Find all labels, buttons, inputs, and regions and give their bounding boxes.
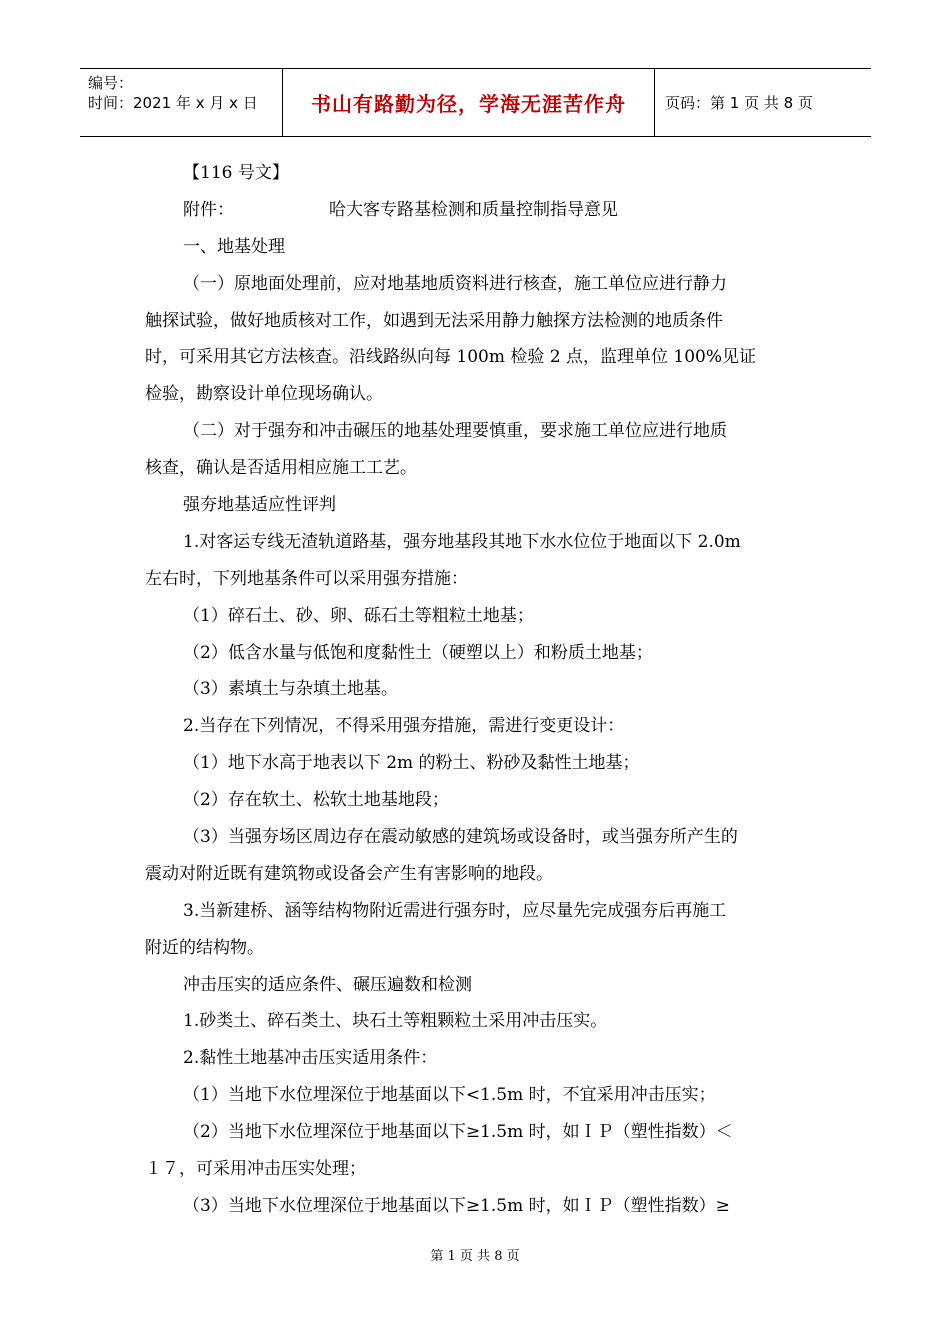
page-header: [80, 68, 871, 137]
header-motto-cell: [282, 69, 655, 136]
attach-label: 附件：: [183, 199, 234, 220]
attachment-line: [145, 192, 805, 229]
paragraph-line: （一）原地面处理前，应对地基地质资料进行核查，施工单位应进行静力: [183, 273, 727, 294]
section-heading: 强夯地基适应性评判: [183, 495, 336, 516]
motto: 书山有路勤为径，学海无涯苦作舟: [311, 92, 626, 116]
list-item: （1）碎石土、砂、卵、砾石土等粗粒土地基；: [183, 605, 534, 626]
section-heading: 冲击压实的适应条件、碾压遍数和检测: [183, 974, 472, 995]
date-label: 时间：2021 年 x 月 x 日: [88, 94, 258, 112]
paragraph-line: 左右时，下列地基条件可以采用强夯措施：: [145, 568, 468, 589]
header-meta: [80, 69, 282, 136]
paragraph-line: 附近的结构物。: [145, 937, 264, 958]
list-item: （3）当强夯场区周边存在震动敏感的建筑场或设备时，或当强夯所产生的: [183, 827, 738, 848]
list-item: （1）地下水高于地表以下 2m 的粉土、粉砂及黏性土地基；: [183, 753, 640, 774]
page-info: 页码：第 1 页 共 8 页: [665, 94, 813, 112]
paragraph-line: 震动对附近既有建筑物或设备会产生有害影响的地段。: [145, 863, 553, 884]
list-item: （3）当地下水位埋深位于地基面以下≥1.5m 时，如ＩＰ（塑性指数）≥: [183, 1195, 730, 1216]
serial-label: 编号：: [88, 74, 134, 92]
paragraph-line: 检验，勘察设计单位现场确认。: [145, 384, 383, 405]
list-item: （2）低含水量与低饱和度黏性土（硬塑以上）和粉质土地基；: [183, 642, 653, 663]
page-footer: 第 1 页 共 8 页: [430, 1249, 520, 1264]
paragraph-line: 3.当新建桥、涵等结构物附近需进行强夯时，应尽量先完成强夯后再施工: [183, 900, 727, 921]
list-item: （3）素填土与杂填土地基。: [183, 679, 398, 700]
paragraph-line: （二）对于强夯和冲击碾压的地基处理要慎重，要求施工单位应进行地质: [183, 421, 727, 442]
paragraph-line: １７，可采用冲击压实处理；: [145, 1159, 366, 1180]
paragraph-line: 时，可采用其它方法核查。沿线路纵向每 100m 检验 2 点，监理单位 100%见证: [145, 347, 757, 368]
paragraph-line: 2.当存在下列情况，不得采用强夯措施，需进行变更设计：: [183, 716, 625, 737]
paragraph-line: 1.砂类土、碎石类土、块石土等粗颗粒土采用冲击压实。: [183, 1011, 608, 1032]
paragraph-line: 1.对客运专线无渣轨道路基，强夯地基段其地下水水位位于地面以下 2.0m: [183, 531, 741, 552]
list-item: （2）当地下水位埋深位于地基面以下≥1.5m 时，如ＩＰ（塑性指数）＜: [183, 1122, 733, 1143]
paragraph-line: 触探试验，做好地质核对工作，如遇到无法采用静力触探方法检测的地质条件: [145, 310, 723, 331]
list-item: （2）存在软土、松软土地基地段；: [183, 790, 449, 811]
document-body: [145, 155, 805, 1225]
paragraph-line: 核查，确认是否适用相应施工工艺。: [145, 458, 417, 479]
attach-title: 哈大客专路基检测和质量控制指导意见: [329, 199, 618, 220]
list-item: （1）当地下水位埋深位于地基面以下<1.5m 时，不宜采用冲击压实；: [183, 1085, 716, 1106]
header-page-info: [655, 69, 871, 136]
paragraph-line: 一、地基处理: [183, 236, 285, 257]
doc-ref: 【116 号文】: [183, 163, 289, 183]
paragraph-line: 2.黏性土地基冲击压实适用条件：: [183, 1048, 438, 1069]
